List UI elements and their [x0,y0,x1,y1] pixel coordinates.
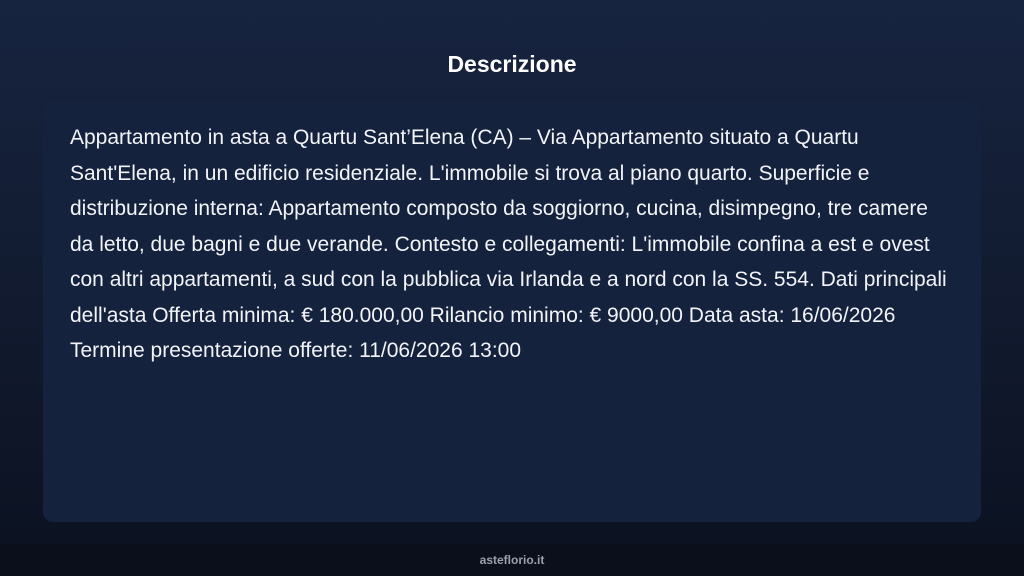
description-card [43,101,981,522]
description-text: Appartamento in asta a Quartu Sant’Elena (CA) – Via Appartamento situato a Quartu Sant'Elena, in un edificio residenziale. L'immobile si trova al piano quarto. Superficie e distribuzione interna: Appartamento composto da soggiorno, cucina, disimpegno, tre camere da letto, due bagni e due verande. Contesto e collegamenti: L'immobile confina a est e ovest con altri appartamenti, a sud con la pubblica via Irlanda e a nord con la SS. 554. Dati principali dell'asta Offerta minima: € 180.000,00 Rilancio minimo: € 9000,00 Data asta: 16/06/2026 Termine presentazione offerte: 11/06/2026 13:00 [70,126,947,362]
footer-bar [0,544,1024,576]
page-title: Descrizione [447,51,577,77]
footer-site-label: asteflorio.it [479,553,545,567]
